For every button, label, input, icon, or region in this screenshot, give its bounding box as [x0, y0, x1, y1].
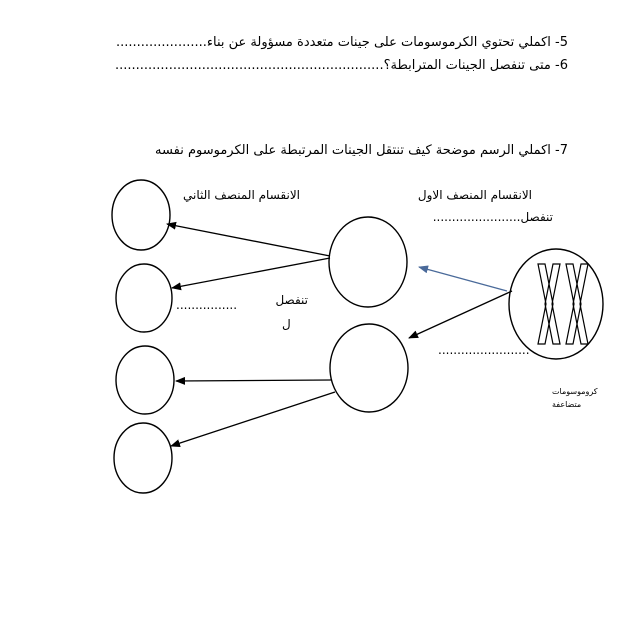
gamete-cell-2 — [116, 264, 172, 332]
chromosome-label-line2: متضاعفة — [552, 400, 582, 409]
daughter-cell-1 — [329, 217, 407, 307]
arrow-cell2-to-gamete-4 — [171, 392, 335, 446]
arrow-cell1-to-gamete-1 — [167, 224, 330, 256]
duplicated-chromosome-2 — [566, 264, 588, 344]
question-7: 7- اكملي الرسم موضحة كيف تنتقل الجينات المرتبطة على الكرموسوم نفسه — [155, 143, 568, 158]
gamete-cell-3 — [116, 346, 174, 414]
question-6: 6- متى تنفصل الجينات المترابطة؟................................................................. — [114, 58, 568, 73]
first-division-label: الانقسام المنصف الاول — [417, 188, 532, 202]
question-5: 5- اكملي تحتوي الكرموسومات على جينات متعددة مسؤولة عن بناء...................... — [115, 35, 568, 50]
daughter-cell-2 — [330, 324, 408, 412]
arrow-cell2-to-gamete-3 — [176, 380, 331, 381]
parent-cell — [509, 249, 603, 359]
arrow-parent-to-cell-1 — [419, 267, 507, 291]
middle-fill-letter: ل — [282, 317, 291, 331]
right-fill-blank: ........................ — [438, 343, 530, 357]
arrow-parent-to-cell-2 — [409, 291, 512, 338]
gamete-cell-4 — [114, 423, 172, 493]
first-division-blank: تنفصل....................... — [432, 210, 553, 224]
duplicated-chromosome-1 — [538, 264, 560, 344]
gamete-cell-1 — [112, 180, 170, 250]
second-division-label: الانقسام المنصف الثاني — [183, 188, 300, 202]
arrow-cell1-to-gamete-2 — [172, 258, 330, 288]
middle-fill-blank: ................ — [176, 298, 238, 312]
middle-fill-label: تنفصل — [275, 293, 308, 307]
chromosome-label-line1: كروموسومات — [552, 387, 598, 396]
